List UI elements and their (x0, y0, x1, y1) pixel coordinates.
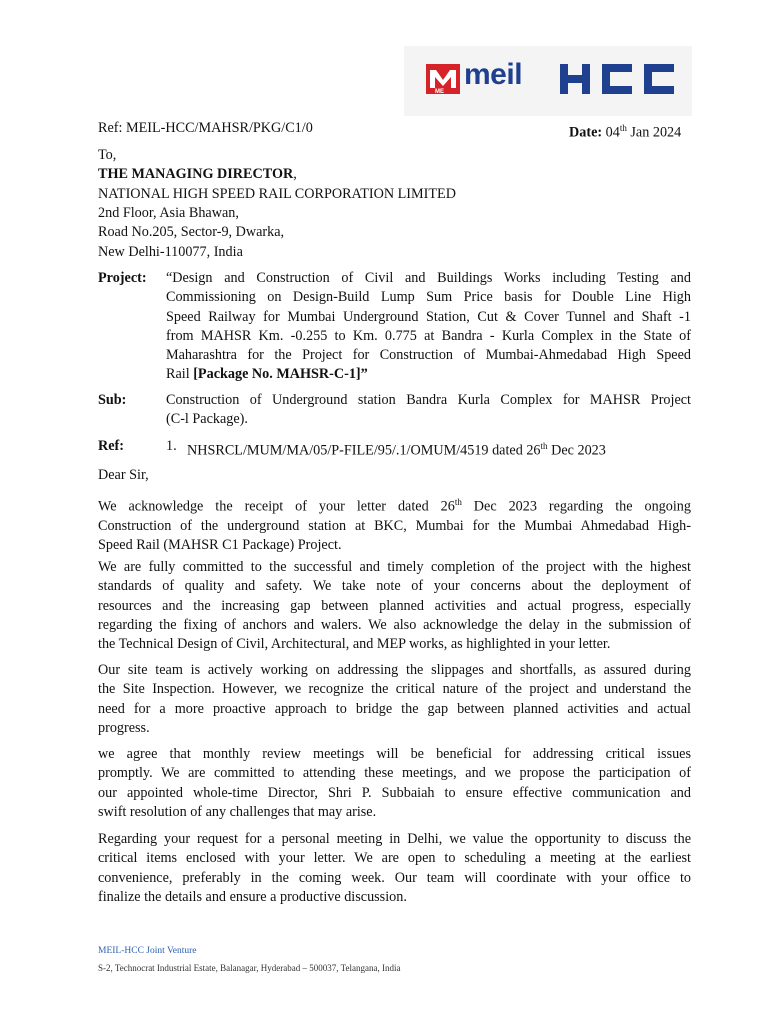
project-last-plain: Rail (166, 366, 194, 383)
hcc-logo (560, 64, 676, 94)
paragraph-line: standards of quality and safety. We take note of your concerns about the deployment of (98, 578, 691, 595)
ref-item (187, 437, 606, 461)
project-package-number: [Package No. MAHSR-C-1]” (193, 366, 368, 383)
address-to: To, (98, 147, 117, 163)
paragraph-line: resources and the increasing gap between planned activities and actual progress, especially (98, 597, 691, 614)
paragraph-4 (98, 745, 691, 822)
letterhead-logo (404, 46, 692, 116)
paragraph-line: regarding the fixing of anchors and walers. We also acknowledge the delay in the submission of (98, 616, 691, 633)
project-line: Speed Railway for Mumbai Underground Station, Cut & Cover Tunnel and Shaft -1 (166, 308, 691, 325)
paragraph-line: need for a more proactive approach to bridge the gap between planned activities and actual (98, 700, 691, 717)
paragraph-line: Construction of the underground station at BKC, Mumbai for the Mumbai Ahmedabad High- (98, 518, 691, 535)
ref-item-number: 1. (166, 438, 177, 454)
meil-logo-text: meil (464, 58, 523, 91)
paragraph-line: finalize the details and ensure a productive discussion. (98, 888, 407, 905)
paragraph-line: Speed Rail (MAHSR C1 Package) Project. (98, 537, 342, 554)
paragraph-line: Regarding your request for a personal meeting in Delhi, we value the opportunity to discuss the (98, 831, 691, 847)
paragraph-line: promptly. We are committed to attending these meetings, and we propose the participation of (98, 765, 691, 782)
letter-date (569, 119, 681, 143)
meil-mark-text: ME (435, 89, 444, 94)
subject-text (166, 391, 691, 430)
recipient-title (98, 165, 297, 184)
paragraph-line: Our site team is actively working on addressing the slippages and shortfalls, as assured during (98, 662, 691, 678)
p1-sup: th (454, 497, 462, 507)
paragraph-line: convenience, preferably in the coming week. Our team will coordinate with your office to (98, 869, 691, 886)
paragraph-line: the Site Inspection. However, we recognize the critical nature of the project and understand the (98, 681, 691, 698)
paragraph-5 (98, 830, 691, 907)
paragraph-line: our appointed whole-time Director, Shri P. Subbaiah to ensure effective communication and (98, 784, 691, 801)
paragraph-2 (98, 558, 691, 654)
meil-mark-icon (426, 64, 460, 94)
date-label: Date: (569, 124, 603, 141)
paragraph-line: critical items enclosed with your letter. We are open to scheduling a meeting at the earliest (98, 850, 691, 867)
project-line-last (166, 365, 691, 384)
project-label: Project: (98, 270, 147, 286)
project-line: from MAHSR Km. -0.255 to Km. 0.775 at Bandra - Kurla Complex in the State of (166, 327, 691, 344)
ref-item-tail: Dec 2023 (547, 442, 606, 459)
footer-address: S-2, Technocrat Industrial Estate, Balanagar, Hyderabad – 500037, Telangana, India (98, 963, 401, 973)
address-line-1: NATIONAL HIGH SPEED RAIL CORPORATION LIMITED (98, 186, 456, 202)
paragraph-line: we agree that monthly review meetings will be beneficial for addressing critical issues (98, 746, 691, 762)
p1-text-a: We acknowledge the receipt of your letter dated 26 (98, 498, 455, 515)
paragraph-line: swift resolution of any challenges that may arise. (98, 803, 377, 820)
address-line-2: 2nd Floor, Asia Bhawan, (98, 205, 239, 221)
recipient-title-comma: , (293, 166, 297, 182)
paragraph-line: We are fully committed to the successful and timely completion of the project with the highest (98, 559, 691, 575)
subject-label: Sub: (98, 392, 127, 408)
reference-number: Ref: MEIL-HCC/MAHSR/PKG/C1/0 (98, 120, 313, 136)
paragraph-1 (98, 493, 691, 556)
paragraph-line: the Technical Design of Civil, Architectural, and MEP works, as highlighted in your letter. (98, 636, 611, 653)
date-day: 04 (605, 124, 620, 141)
subject-line: Construction of Underground station Bandra Kurla Complex for MAHSR Project (166, 392, 691, 408)
date-rest: Jan 2024 (630, 124, 682, 141)
paragraph-line (98, 493, 691, 517)
paragraph-3 (98, 661, 691, 738)
subject-line: (C-l Package). (166, 411, 248, 428)
salutation: Dear Sir, (98, 467, 149, 483)
paragraph-line: progress. (98, 719, 150, 736)
project-line: “Design and Construction of Civil and Buildings Works including Testing and (166, 270, 691, 286)
project-line: Commissioning on Design-Build Lump Sum Price basis for Double Line High (166, 289, 691, 306)
address-line-3: Road No.205, Sector-9, Dwarka, (98, 224, 285, 240)
project-text (166, 269, 691, 385)
ref-label: Ref: (98, 438, 124, 454)
address-line-4: New Delhi-110077, India (98, 244, 243, 260)
project-line: Maharashtra for the Project for Construction of Mumbai-Ahmedabad High Speed (166, 347, 691, 364)
recipient-title-text: THE MANAGING DIRECTOR (98, 166, 294, 182)
footer-company-name: MEIL-HCC Joint Venture (98, 946, 197, 956)
date-suffix: th (619, 123, 627, 133)
p1-text-b: Dec 2023 regarding the ongoing (461, 498, 691, 515)
ref-item-sup: th (540, 441, 548, 451)
ref-item-text: NHSRCL/MUM/MA/05/P-FILE/95/.1/OMUM/4519 dated 26 (187, 442, 541, 459)
